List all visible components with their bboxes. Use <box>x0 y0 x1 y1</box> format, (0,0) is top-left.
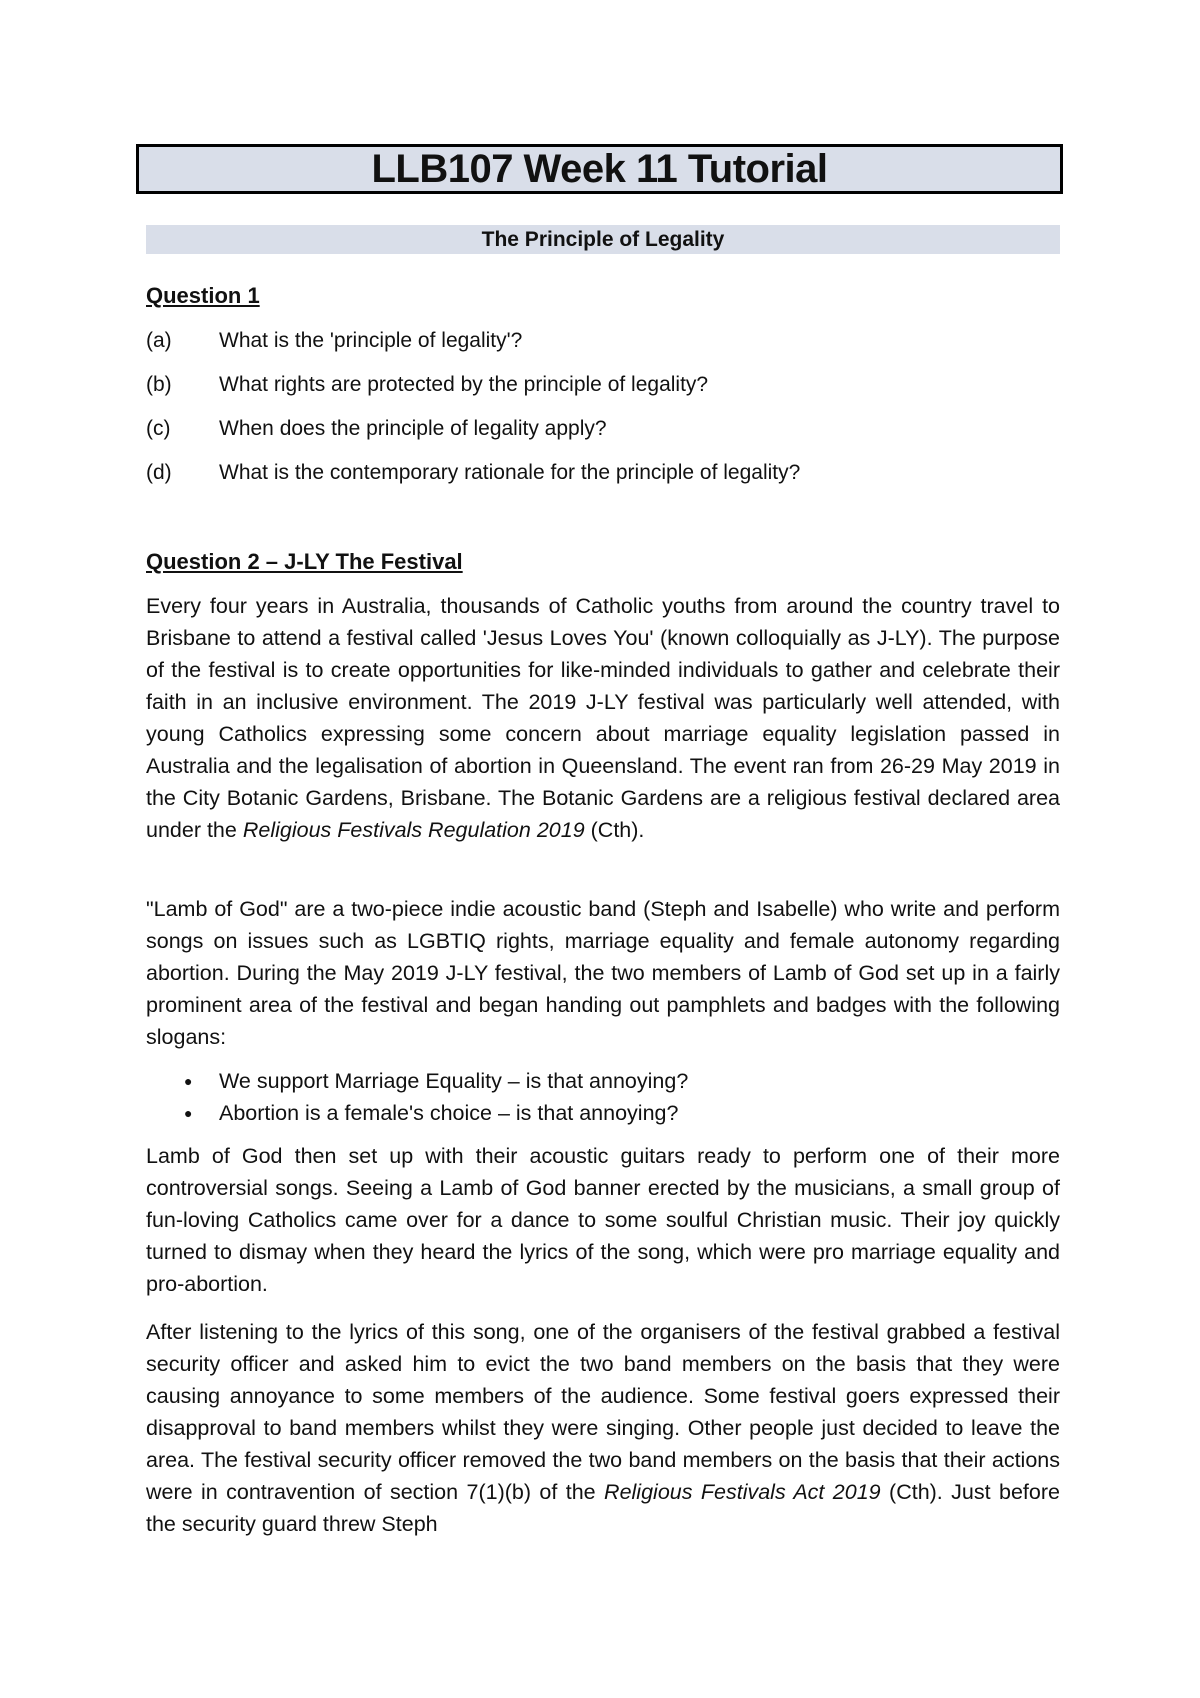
item-label: (c) <box>146 417 171 440</box>
item-text: What rights are protected by the principle of legality? <box>219 373 709 396</box>
legislation-title: Religious Festivals Act 2019 <box>604 1480 881 1504</box>
question-2-heading: Question 2 – J-LY The Festival <box>146 549 463 574</box>
document-title: LLB107 Week 11 Tutorial <box>136 144 1063 194</box>
section-subtitle: The Principle of Legality <box>146 225 1060 254</box>
question-1b <box>146 373 708 397</box>
list-item: ● Abortion is a female's choice – is that annoying? <box>146 1097 1060 1129</box>
paragraph-4: After listening to the lyrics of this song, one of the organisers of the festival grabbed a festival security officer and asked him to evict the two band members on the basis that they were causing annoyance to some members of the audience. Some festival goers expressed their disapproval to band members whilst they were singing. Other people just decided to leave the area. The festival security officer removed the two band members on the basis that their actions were in contravention of section 7(1)(b) of the Religious Festivals Act 2019 (Cth). Just before the security guard threw Steph <box>146 1320 1060 1536</box>
paragraph-3: Lamb of God then set up with their acoustic guitars ready to perform one of their more controversial songs. Seeing a Lamb of God banner erected by the musicians, a small group of fun-loving Catholics came over for a dance to some soulful Christian music. Their joy quickly turned to dismay when they heard the lyrics of the song, which were pro marriage equality and pro-abortion. <box>146 1144 1060 1296</box>
paragraph-2: "Lamb of God" are a two-piece indie acoustic band (Steph and Isabelle) who write and perform songs on issues such as LGBTIQ rights, marriage equality and female autonomy regarding abortion. During the May 2019 J-LY festival, the two members of Lamb of God set up in a fairly prominent area of the festival and began handing out pamphlets and badges with the following slogans: <box>146 897 1060 1049</box>
bullet-icon: ● <box>184 1073 193 1089</box>
slogan-list <box>146 1065 1060 1129</box>
item-label: (a) <box>146 329 172 352</box>
item-text: When does the principle of legality apply? <box>219 417 607 440</box>
item-label: (b) <box>146 373 172 396</box>
item-text: What is the contemporary rationale for the principle of legality? <box>219 461 801 484</box>
question-1-heading: Question 1 <box>146 283 260 308</box>
list-item: ● We support Marriage Equality – is that annoying? <box>146 1065 1060 1097</box>
legislation-title: Religious Festivals Regulation 2019 <box>242 818 585 842</box>
item-text: What is the 'principle of legality'? <box>219 329 523 352</box>
paragraph-1: Every four years in Australia, thousands of Catholic youths from around the country travel to Brisbane to attend a festival called 'Jesus Loves You' (known colloquially as J-LY). The purpose of the festival is to create opportunities for like-minded individuals to gather and celebrate their faith in an inclusive environment. The 2019 J-LY festival was particularly well attended, with young Catholics expressing some concern about marriage equality legislation passed in Australia and the legalisation of abortion in Queensland. The event ran from 26-29 May 2019 in the City Botanic Gardens, Brisbane. The Botanic Gardens are a religious festival declared area under the Religious Festivals Regulation 2019 (Cth). <box>146 594 1060 842</box>
question-1a <box>146 329 522 353</box>
item-label: (d) <box>146 461 172 484</box>
question-1c <box>146 417 607 441</box>
question-1d <box>146 461 800 485</box>
bullet-icon: ● <box>184 1105 193 1121</box>
